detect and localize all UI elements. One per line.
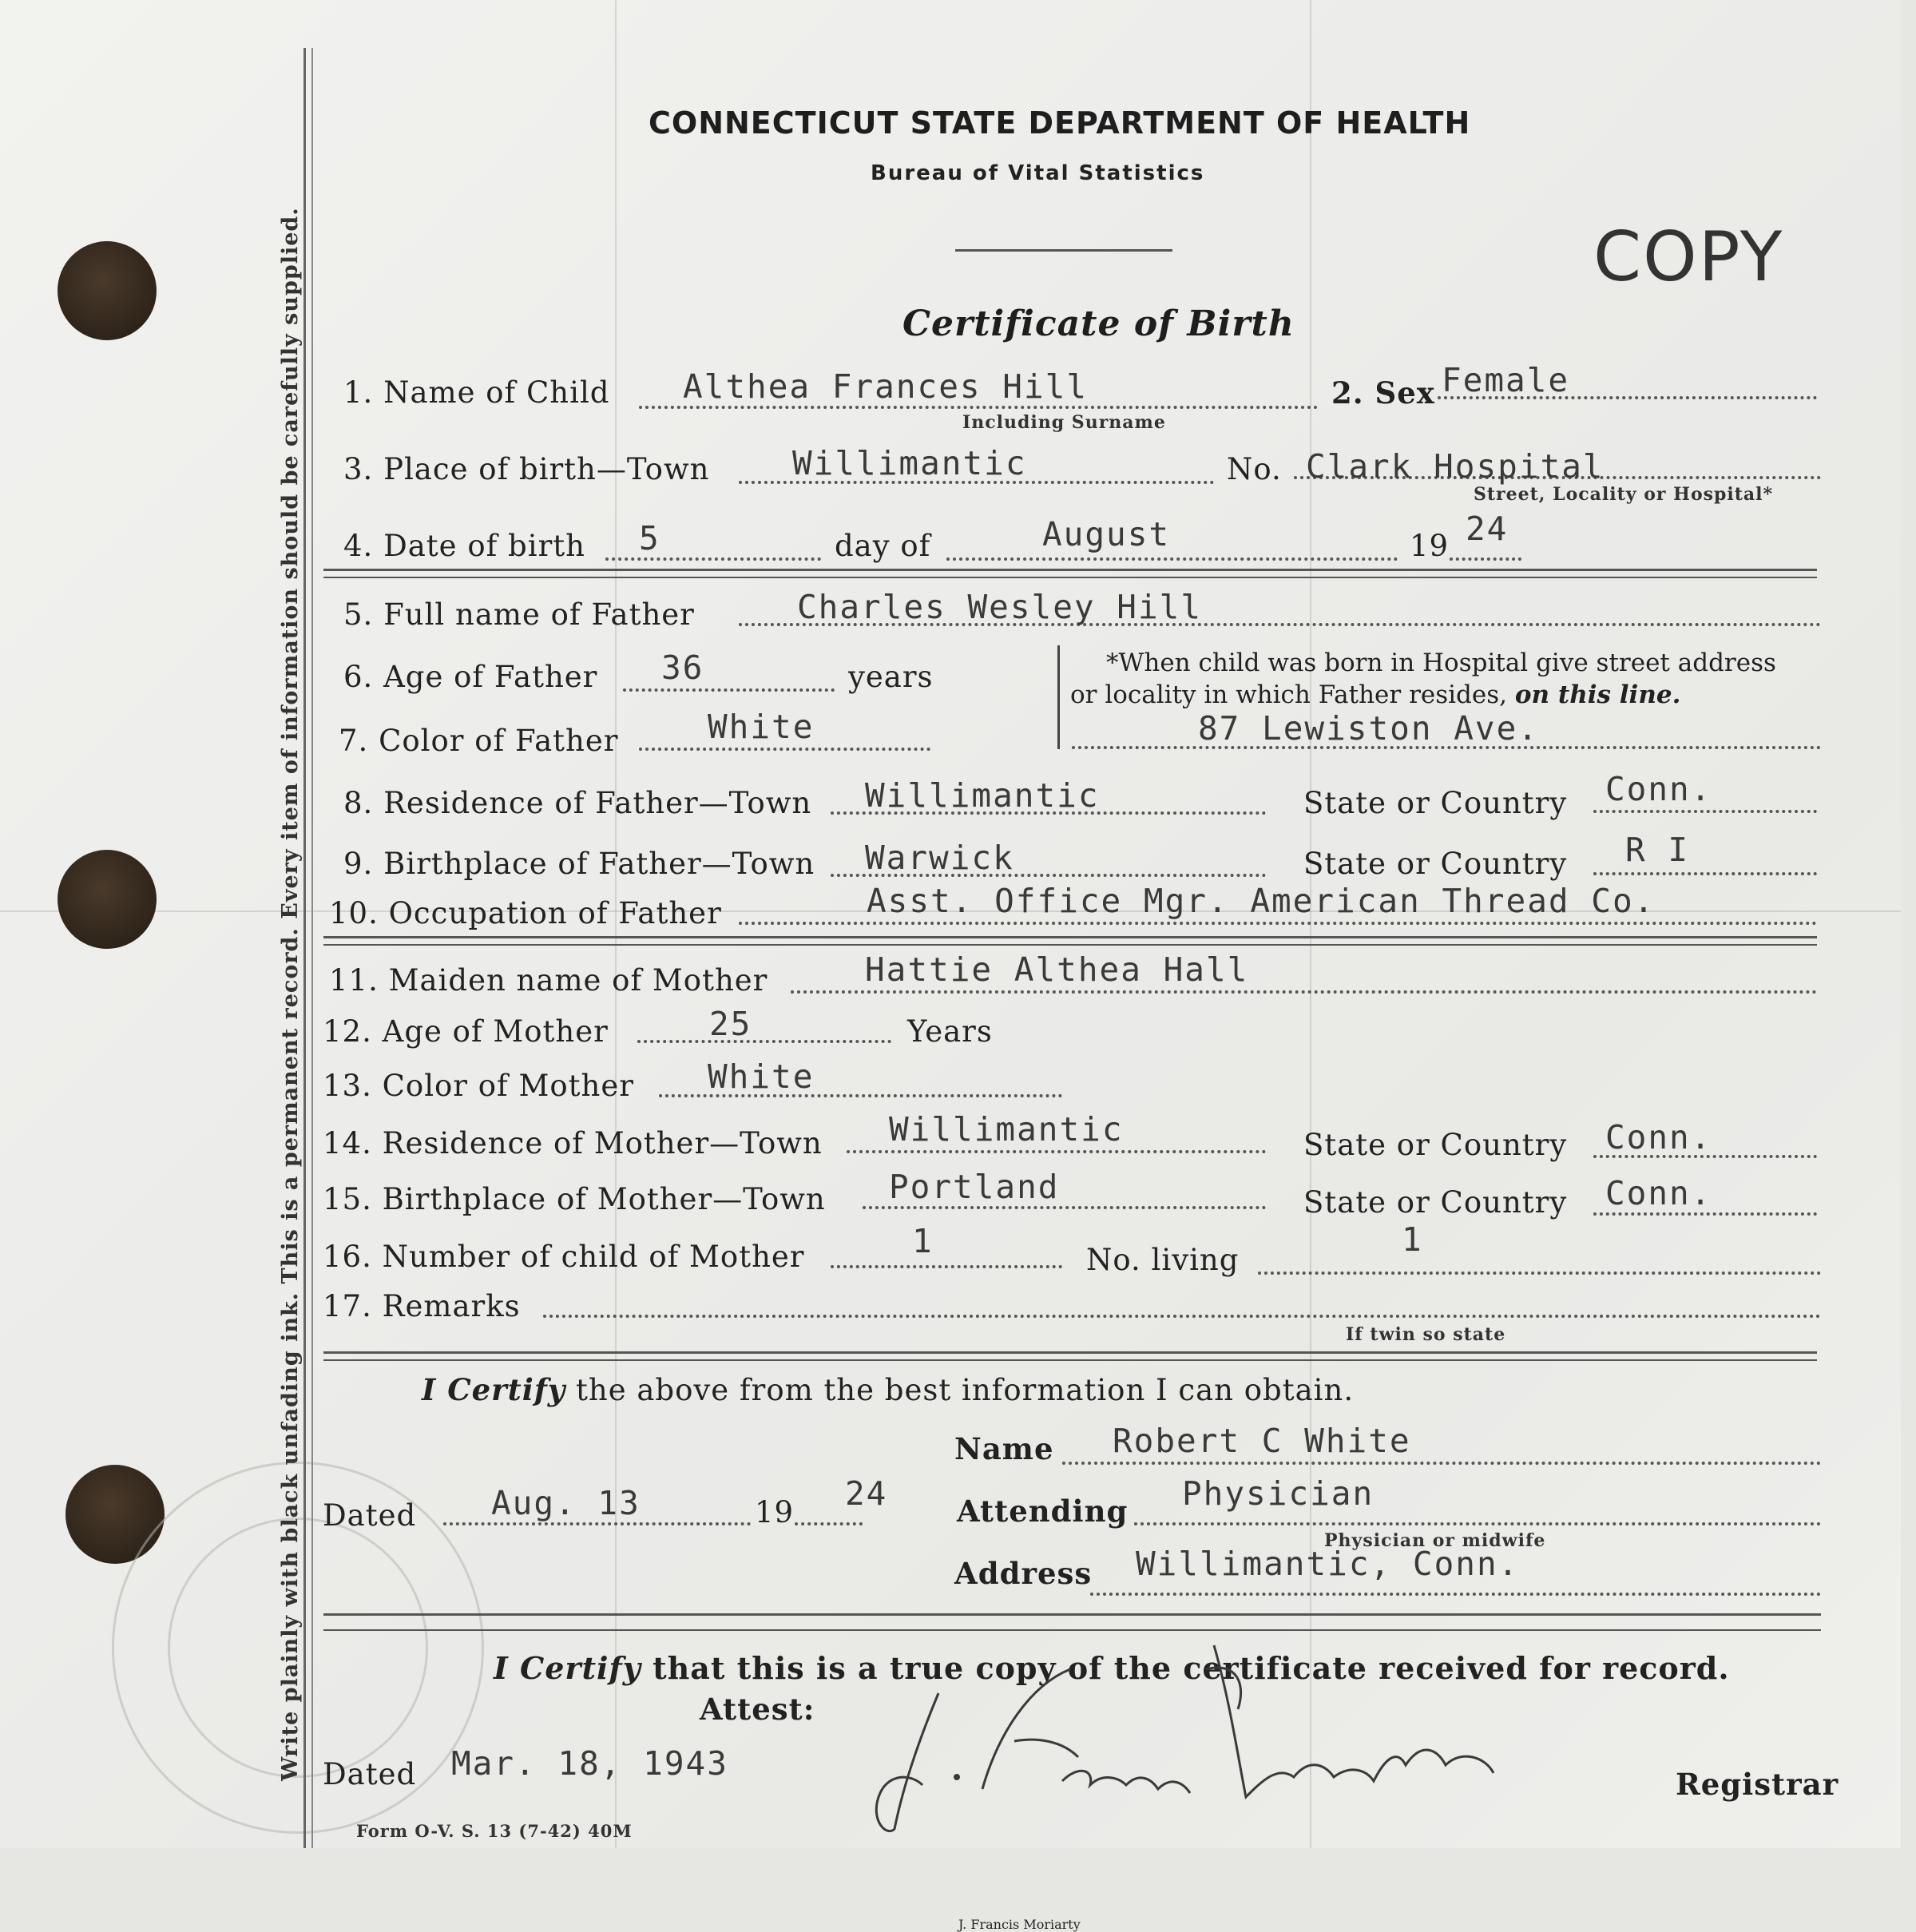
field-label: 3. Place of birth—Town xyxy=(343,452,710,486)
field-label: Years xyxy=(907,1014,993,1049)
field-line xyxy=(637,1040,891,1043)
father-age-value: 36 xyxy=(661,649,704,687)
sex-value: Female xyxy=(1442,361,1570,399)
field-label: State or Country xyxy=(1303,847,1568,881)
child-number-value: 1 xyxy=(912,1222,934,1260)
punch-hole xyxy=(58,241,157,340)
father-name-value: Charles Wesley Hill xyxy=(797,588,1202,626)
father-occupation-value: Asst. Office Mgr. American Thread Co. xyxy=(867,882,1656,920)
field-line xyxy=(639,406,1318,409)
section-rule xyxy=(323,577,1817,578)
father-street-value: 87 Lewiston Ave. xyxy=(1198,709,1539,748)
hospital-note-line2: or locality in which Father resides, on this line. xyxy=(1070,680,1681,709)
field-line xyxy=(623,688,835,692)
signature-text: J. Francis Moriarty xyxy=(958,1917,1081,1932)
field-line xyxy=(831,1265,1062,1268)
mother-birthplace-value: Portland xyxy=(889,1168,1060,1206)
registrar-dated-value: Mar. 18, 1943 xyxy=(451,1744,728,1783)
mother-color-value: White xyxy=(708,1057,815,1096)
bureau-subheading: Bureau of Vital Statistics xyxy=(871,161,1205,185)
field-label: 14. Residence of Mother—Town xyxy=(323,1126,823,1160)
children-living-value: 1 xyxy=(1402,1220,1423,1259)
birth-month-value: August xyxy=(1042,515,1171,553)
field-line xyxy=(639,748,930,751)
section-rule xyxy=(323,569,1817,571)
mother-state-value: Conn. xyxy=(1605,1118,1712,1156)
field-label: 5. Full name of Father xyxy=(343,597,695,632)
attending-value: Physician xyxy=(1182,1474,1375,1513)
copy-stamp: COPY xyxy=(1593,217,1784,297)
field-line xyxy=(605,557,821,561)
field-hint: Including Surname xyxy=(962,412,1166,433)
field-line xyxy=(791,990,1817,994)
field-label: 19 xyxy=(755,1495,795,1529)
birth-day-value: 5 xyxy=(639,519,660,557)
field-label: State or Country xyxy=(1303,1128,1568,1162)
attest-label: Attest: xyxy=(700,1692,815,1727)
field-line xyxy=(1593,810,1817,813)
field-label: Name xyxy=(954,1431,1054,1466)
field-label: 10. Occupation of Father xyxy=(329,896,722,930)
registrar-signature-icon xyxy=(863,1637,1565,1845)
mother-residence-value: Willimantic xyxy=(889,1110,1124,1148)
field-label: years xyxy=(848,660,934,694)
margin-rule xyxy=(311,48,313,1848)
registrar-label: Registrar xyxy=(1676,1767,1839,1802)
mother-birth-state-value: Conn. xyxy=(1605,1174,1712,1212)
field-label: 9. Birthplace of Father—Town xyxy=(343,847,815,881)
field-line xyxy=(1593,872,1817,875)
registrar-certify-text: I Certify that this is a true copy of the certificate received for record. xyxy=(494,1650,1730,1686)
field-line xyxy=(1593,1212,1817,1216)
section-rule xyxy=(323,1359,1817,1361)
field-label: 6. Age of Father xyxy=(343,660,598,694)
margin-rule xyxy=(303,48,306,1848)
section-rule xyxy=(323,944,1817,946)
certificate-title: Certificate of Birth xyxy=(902,303,1295,344)
field-label: Attending xyxy=(957,1494,1129,1529)
field-line xyxy=(847,1150,1266,1153)
field-line xyxy=(946,557,1398,561)
title-divider xyxy=(955,249,1172,252)
attendant-dated-value: Aug. 13 xyxy=(491,1484,641,1522)
birth-year-value: 24 xyxy=(1466,510,1509,548)
section-rule xyxy=(323,936,1817,938)
field-label: Dated xyxy=(323,1498,417,1533)
field-line xyxy=(1062,1462,1821,1465)
father-color-value: White xyxy=(708,708,815,746)
field-label: No. xyxy=(1227,452,1282,486)
field-label: Address xyxy=(954,1556,1093,1591)
note-divider xyxy=(1057,645,1060,749)
field-label: Dated xyxy=(323,1757,417,1791)
field-label: day of xyxy=(835,529,931,563)
hospital-note-line1: *When child was born in Hospital give street address xyxy=(1106,649,1776,677)
field-label: 2. Sex xyxy=(1331,375,1435,411)
punch-hole xyxy=(58,850,157,949)
field-line xyxy=(1258,1271,1821,1275)
father-residence-value: Willimantic xyxy=(865,776,1100,815)
father-birthplace-value: Warwick xyxy=(865,839,1014,877)
field-line xyxy=(1090,1593,1821,1596)
side-instruction: Write plainly with black unfading ink. This is a permanent record. Every item of information should be carefully supplied. xyxy=(278,207,303,1781)
field-label: 19 xyxy=(1410,529,1450,563)
father-birth-state-value: R I xyxy=(1625,831,1690,869)
field-label: 11. Maiden name of Mother xyxy=(329,963,768,998)
section-rule xyxy=(323,1629,1821,1631)
field-line xyxy=(1134,1522,1821,1525)
child-name-value: Althea Frances Hill xyxy=(683,367,1088,406)
field-label: 13. Color of Mother xyxy=(323,1069,634,1103)
field-line xyxy=(739,922,1817,925)
field-hint: If twin so state xyxy=(1346,1324,1506,1345)
field-label: 17. Remarks xyxy=(323,1289,521,1323)
field-label: State or Country xyxy=(1303,1185,1568,1220)
section-rule xyxy=(323,1613,1821,1616)
field-label: 15. Birthplace of Mother—Town xyxy=(323,1182,826,1216)
birth-place-value: Clark Hospital xyxy=(1306,447,1605,486)
field-label: 7. Color of Father xyxy=(339,724,619,758)
field-label: State or Country xyxy=(1303,786,1568,820)
attendant-address-value: Willimantic, Conn. xyxy=(1136,1545,1520,1583)
form-number: Form O-V. S. 13 (7-42) 40M xyxy=(356,1821,633,1841)
field-label: No. living xyxy=(1086,1243,1240,1277)
attendant-name-value: Robert C White xyxy=(1113,1422,1411,1460)
attendant-year-value: 24 xyxy=(845,1474,888,1513)
field-label: 8. Residence of Father—Town xyxy=(343,786,812,820)
field-line xyxy=(543,1315,1821,1318)
field-label: 1. Name of Child xyxy=(343,375,610,410)
field-line xyxy=(443,1522,751,1525)
section-rule xyxy=(323,1351,1817,1354)
field-label: 16. Number of child of Mother xyxy=(323,1240,805,1274)
field-label: 4. Date of birth xyxy=(343,529,585,563)
field-hint: Physician or midwife xyxy=(1324,1530,1546,1551)
mother-name-value: Hattie Althea Hall xyxy=(865,950,1249,989)
mother-age-value: 25 xyxy=(709,1005,752,1043)
department-heading: CONNECTICUT STATE DEPARTMENT OF HEALTH xyxy=(649,105,1471,141)
field-line xyxy=(863,1206,1266,1209)
field-line xyxy=(795,1522,863,1525)
field-line xyxy=(1450,557,1521,561)
father-state-value: Conn. xyxy=(1605,770,1712,808)
field-hint: Street, Locality or Hospital* xyxy=(1474,484,1774,505)
birth-town-value: Willimantic xyxy=(792,444,1027,482)
attendant-certify-text: I Certify the above from the best information I can obtain. xyxy=(422,1372,1355,1407)
field-label: 12. Age of Mother xyxy=(323,1014,609,1049)
